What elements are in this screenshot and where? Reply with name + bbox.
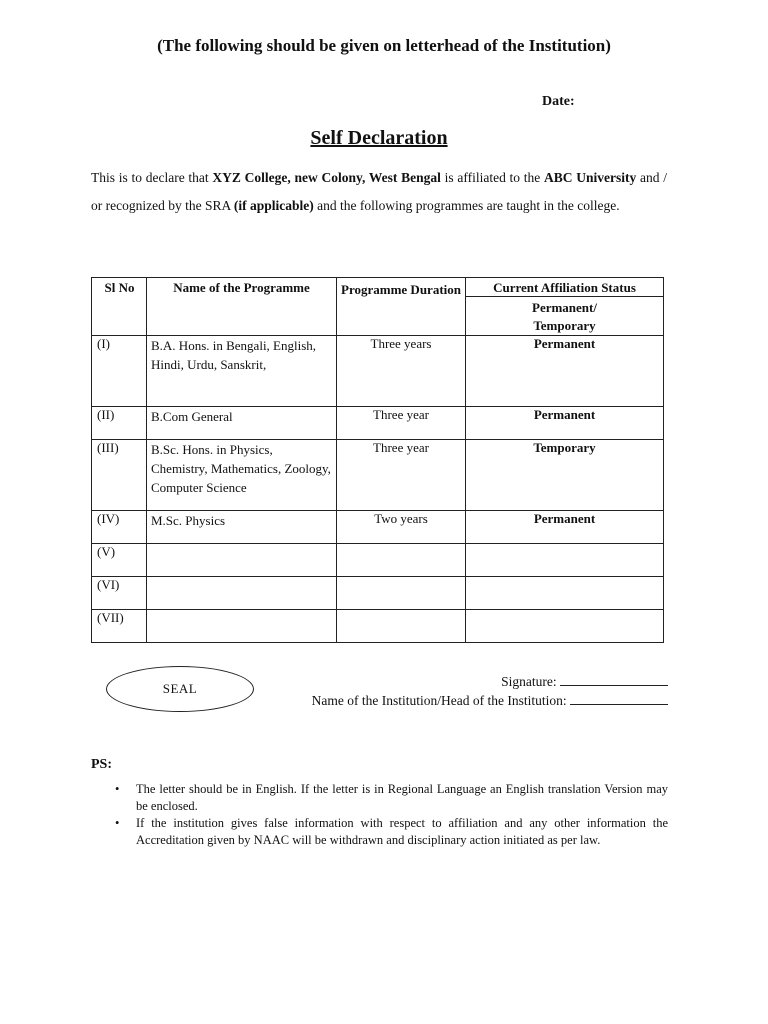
header-status-sub: Permanent/ Temporary	[466, 297, 664, 336]
seal-stamp: SEAL	[106, 666, 254, 712]
university-name: ABC University	[544, 170, 637, 185]
row-programme-name: B.A. Hons. in Bengali, English, Hindi, Urdu, Sanskrit,	[147, 336, 337, 407]
signature-block	[262, 672, 668, 710]
note-text: The letter should be in English. If the letter is in Regional Language an English translation Version may be enclosed.	[136, 782, 668, 813]
row-programme-duration	[337, 577, 466, 610]
row-programme-name: M.Sc. Physics	[147, 511, 337, 544]
row-programme-duration	[337, 610, 466, 643]
header-affiliation-status: Current Affiliation Status	[466, 278, 664, 297]
row-programme-name	[147, 577, 337, 610]
header-programme-name: Name of the Programme	[147, 278, 337, 336]
table-row	[92, 407, 664, 440]
list-item	[112, 781, 668, 815]
row-sl-no: (II)	[92, 407, 147, 440]
row-affiliation-status	[466, 544, 664, 577]
row-programme-name: B.Com General	[147, 407, 337, 440]
bullet-icon: •	[115, 782, 120, 796]
row-affiliation-status	[466, 610, 664, 643]
intro-text: is affiliated to the	[440, 170, 545, 185]
signature-blank	[560, 673, 668, 686]
signature-label: Signature:	[501, 674, 557, 689]
row-affiliation-status: Permanent	[466, 336, 664, 407]
list-item	[112, 815, 668, 849]
table-row	[92, 544, 664, 577]
date-label: Date:	[542, 94, 575, 109]
row-programme-duration: Three years	[337, 336, 466, 407]
note-text: If the institution gives false information with respect to affiliation and any other information the Accreditation given by NAAC will be withdrawn and disciplinary action initiated as per law.	[136, 816, 668, 847]
signature-line	[262, 672, 668, 691]
programme-table	[91, 277, 664, 643]
intro-text: This is to declare that	[91, 170, 213, 185]
ps-notes-list	[112, 781, 668, 849]
letterhead-note: (The following should be given on letterhead of the Institution)	[157, 36, 611, 55]
row-affiliation-status	[466, 577, 664, 610]
header-programme-duration: Programme Duration	[337, 278, 466, 336]
table-row	[92, 577, 664, 610]
bullet-icon: •	[115, 816, 120, 830]
table-row	[92, 336, 664, 407]
row-affiliation-status: Permanent	[466, 407, 664, 440]
intro-text: and the following programmes are taught in the college.	[313, 197, 620, 213]
table-row	[92, 440, 664, 511]
table-row	[92, 610, 664, 643]
row-affiliation-status: Permanent	[466, 511, 664, 544]
college-name: XYZ College, new Colony, West Bengal	[212, 170, 441, 185]
row-programme-name: B.Sc. Hons. in Physics, Chemistry, Mathematics, Zoology, Computer Science	[147, 440, 337, 511]
header-sl-no: Sl No	[92, 278, 147, 336]
page-title: Self Declaration	[310, 127, 448, 149]
row-programme-name	[147, 610, 337, 643]
row-sl-no: (III)	[92, 440, 147, 511]
declaration-paragraph	[91, 164, 667, 219]
table-row	[92, 511, 664, 544]
row-sl-no: (VI)	[92, 577, 147, 610]
row-programme-name	[147, 544, 337, 577]
row-programme-duration: Three year	[337, 440, 466, 511]
row-programme-duration: Two years	[337, 511, 466, 544]
row-programme-duration: Three year	[337, 407, 466, 440]
row-programme-duration	[337, 544, 466, 577]
institution-name-line	[262, 691, 668, 710]
row-sl-no: (VII)	[92, 610, 147, 643]
institution-name-label: Name of the Institution/Head of the Institution:	[311, 693, 567, 708]
applicable-note: (if applicable)	[233, 197, 314, 213]
row-sl-no: (I)	[92, 336, 147, 407]
intro-text: and / or recognized by the SRA	[91, 170, 667, 213]
ps-label: PS:	[91, 757, 112, 772]
row-affiliation-status: Temporary	[466, 440, 664, 511]
row-sl-no: (IV)	[92, 511, 147, 544]
institution-name-blank	[570, 692, 668, 705]
row-sl-no: (V)	[92, 544, 147, 577]
